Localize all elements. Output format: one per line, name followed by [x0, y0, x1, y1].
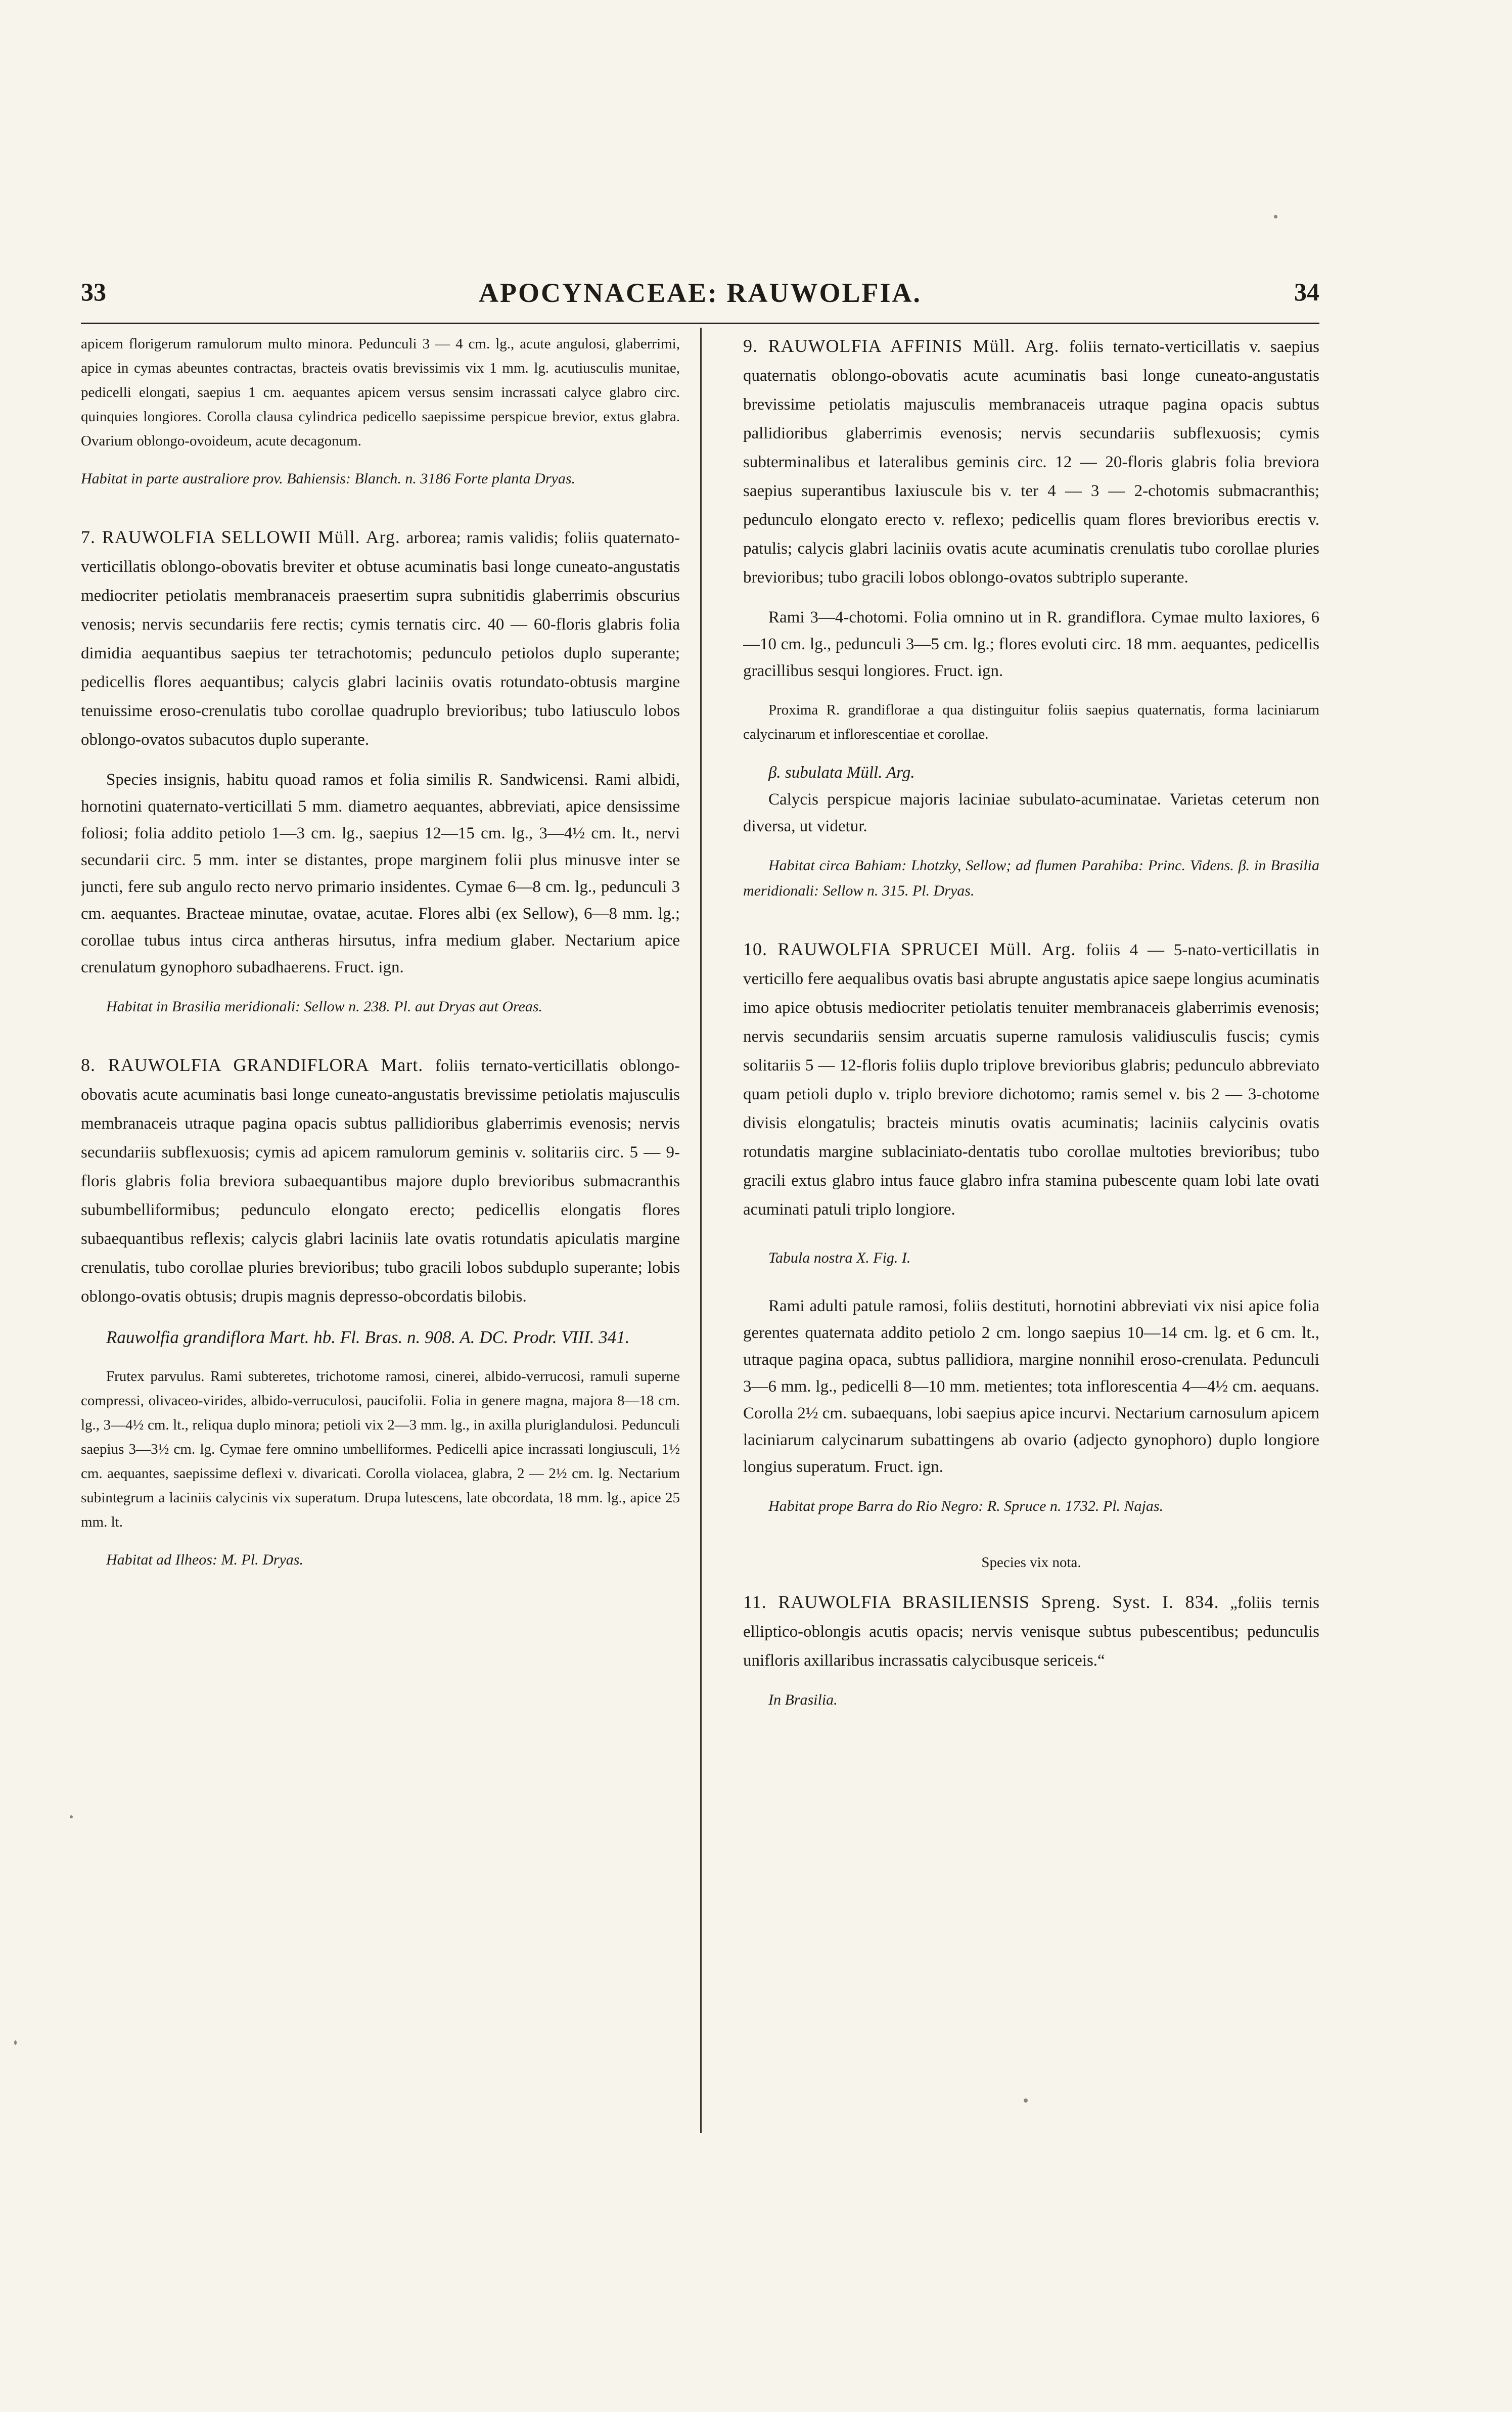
right-column	[743, 332, 1319, 2152]
paper-speck	[14, 2040, 17, 2045]
species-11-entry	[743, 1588, 1319, 1674]
species-dubia-heading: Species vix nota.	[981, 1554, 1081, 1571]
column-divider	[700, 328, 702, 2133]
species-8-synonymy: Rauwolfia grandiflora Mart. hb. Fl. Bras. n. 908. A. DC. Prodr. VIII. 341.	[106, 1327, 630, 1347]
paper-speck	[1274, 215, 1277, 218]
species-9-diagnosis: foliis ternato-verticillatis v. saepius quaternatis oblongo-obovatis acute acuminatis basi longe cuneato-angustatis brevissime petiolatis majusculis membranaceis utraque pagina opacis subtus pallidioribus glaberrimis evenosis; nervis secundariis subflexuosis; cymis subterminalibus et lateralibus geminis circ. 12 — 20-floris glabris folia breviora saepius superantibus laxiuscule bis v. ter 4 — 3 — 2-chotomis submacranthis; pedunculo elongato erecto v. reflexo; pedicellis quam flores brevioribus erectis v. patulis; calycis glabri laciniis ovatis acute acuminatis crenulatis tubo corollae pluries brevioribus; tubo gracili lobos oblongo-ovatos subtriplo superante.	[743, 338, 1319, 587]
continued-description: apicem florigerum ramulorum multo minora. Pedunculi 3 — 4 cm. lg., acute angulosi, glaberrimi, apice in cymas abeuntes contractas, bracteis ovatis brevissimis vix 1 mm. lg. acutiusculis munitae, pedicelli elongati, saepius 1 cm. aequantes apicem versus sensim incrassati calyce glabro circ. quinquies longiores. Corolla clausa cylindrica pedicello saepissime perspicue brevior, extus glabra. Ovarium oblongo-ovoideum, acute decagonum.	[81, 336, 680, 449]
species-8-diagnosis: foliis ternato-verticillatis oblongo-obovatis acute acuminatis basi longe cuneato-angustatis brevissime petiolatis majusculis membranaceis utraque pagina opacis subtus pallidioribus glaberrimis evenosis; nervis secundariis subflexuosis; cymis ad apicem ramulorum geminis v. solitariis circ. 5 — 9-floris glabris folia breviora subaequantibus majore duplo brevioribus submacranthis subumbelliformibus; pedunculo elongato erecto; pedicellis elongatis flores subaequantibus reflexis; calycis glabri laciniis late ovatis rotundatis apiculatis margine crenulatis, tubo corollae pluries brevioribus; tubo gracili lobos subduplo superante; lobis oblongo-ovatis obtusis; drupis magnis depresso-obcordatis bilobis.	[81, 1057, 680, 1306]
species-8-title: 8. RAUWOLFIA GRANDIFLORA Mart.	[81, 1055, 424, 1075]
species-7-observations: Species insignis, habitu quoad ramos et folia similis R. Sandwicensi. Rami albidi, hornotini quaternato-verticillati 5 mm. diametro aequantes, abbreviati, apice densissime foliosi; folia addito petiolo 1—3 cm. lg., saepius 12—15 cm. lg., 3—4½ cm. lt., nervi secundarii circ. 5 mm. inter se distantes, prope marginem folii plus minusve inter se juncti, fere sub angulo recto nervo primario insidentes. Cymae 6—8 cm. lg., pedunculi 3 cm. aequantes. Bracteae minutae, ovatae, acutae. Flores albi (ex Sellow), 6—8 mm. lg.; corollae tubus intus circa antheras hirsutus, infra medium glaber. Nectarium apice crenulatum gynophoro subadhaerens. Fruct. ign.	[81, 771, 680, 976]
species-7-title: 7. RAUWOLFIA SELLOWII Müll. Arg.	[81, 527, 400, 547]
header-rule	[81, 323, 1319, 324]
species-10-entry	[743, 935, 1319, 1223]
species-8-entry	[81, 1051, 680, 1310]
paper-speck	[70, 1815, 73, 1818]
species-7-diagnosis: arborea; ramis validis; foliis quaternato-verticillatis oblongo-obovatis breviter et obtuse acuminatis basi longe cuneato-angustatis mediocriter petiolatis membranaceis praesertim supra subnitidis glaberrimis obscurius venosis; nervis secundariis fere rectis; cymis ternatis circ. 40 — 60-floris glabris folia dimidia aequantibus saepius ter tetrachotomis; pedunculo petiolos duplo superante; pedicellis flores aequantibus; calycis glabri laciniis ovatis rotundato-obtusis margine tenuissime eroso-crenulatis tubo corollae quadruplo brevioribus; tubo latiusculo lobos oblongo-ovatos subacutos duplo superante.	[81, 529, 680, 749]
species-10-title: 10. RAUWOLFIA SPRUCEI Müll. Arg.	[743, 939, 1076, 959]
page-number-left: 33	[81, 278, 106, 306]
species-7-entry	[81, 523, 680, 753]
page-number-right: 34	[1294, 278, 1319, 306]
species-9-variety: β. subulata Müll. Arg.	[768, 764, 915, 782]
species-9-note: Proxima R. grandiflorae a qua distinguitur foliis saepius quaternatis, forma laciniarum calycinarum et inflorescentiae et corollae.	[743, 702, 1319, 742]
species-11-habitat: In Brasilia.	[768, 1691, 838, 1708]
species-11-title: 11. RAUWOLFIA BRASILIENSIS Spreng. Syst. I. 834.	[743, 1592, 1219, 1612]
species-10-habitat: Habitat prope Barra do Rio Negro: R. Spruce n. 1732. Pl. Najas.	[768, 1498, 1164, 1514]
species-7-habitat: Habitat in Brasilia meridionali: Sellow n. 238. Pl. aut Dryas aut Oreas.	[106, 998, 543, 1015]
paper-speck	[1024, 2098, 1028, 2103]
species-9-variety-description: Calycis perspicue majoris laciniae subulato-acuminatae. Varietas ceterum non diversa, ut videtur.	[743, 790, 1319, 835]
species-10-plate-reference: Tabula nostra X. Fig. I.	[768, 1249, 911, 1266]
species-8-observations: Frutex parvulus. Rami subteretes, trichotome ramosi, cinerei, albido-verrucosi, ramuli superne compressi, olivaceo-virides, albido-verruculosi, paucifolii. Folia in genere magna, majora 8—18 cm. lg., 3—4½ cm. lt., reliqua duplo minora; petioli vix 2—3 mm. lg., in axilla pluriglandulosi. Pedunculi saepius 3—3½ cm. lg. Cymae fere omnino umbelliformes. Pedicelli apice incrassati longiusculi, 1½ cm. aequantes, saepissime deflexi v. divaricati. Corolla violacea, glabra, 2 — 2½ cm. lg. Nectarium subintegrum a laciniis calycinis vix superatum. Drupa lutescens, late obcordata, 18 mm. lg., apice 25 mm. lt.	[81, 1368, 680, 1530]
species-11-diagnosis: „foliis ternis elliptico-oblongis acutis opacis; nervis venisque subtus pubescentibus; pedunculis unifloris axillaribus incrassatis calycibusque sericeis.“	[743, 1594, 1319, 1670]
habitat-continued: Habitat in parte australiore prov. Bahiensis: Blanch. n. 3186 Forte planta Dryas.	[81, 470, 575, 487]
species-9-habitat: Habitat circa Bahiam: Lhotzky, Sellow; ad flumen Parahiba: Princ. Videns. β. in Brasilia meridionali: Sellow n. 315. Pl. Dryas.	[743, 857, 1319, 899]
species-9-observations: Rami 3—4-chotomi. Folia omnino ut in R. grandiflora. Cymae multo laxiores, 6—10 cm. lg., pedunculi 3—5 cm. lg.; flores evoluti circ. 18 mm. aequantes, pedicellis gracillibus sesqui longiores. Fruct. ign.	[743, 608, 1319, 680]
species-10-diagnosis: foliis 4 — 5-nato-verticillatis in verticillo fere aequalibus ovatis basi abrupte angustatis apice saepe longius acuminatis imo apice obtusis mediocriter petiolatis tenuiter membranaceis glaberrimis evenosis; nervis secundariis sensim arcuatis superne ramulosis validiusculis fuscis; cymis solitariis 5 — 12-floris foliis duplo triplove brevioribus glabris; pedunculo abbreviato quam petioli duplo v. triplo breviore dichotomo; ramis semel v. bis 2 — 3-chotome divisis elongatulis; bracteis minutis ovatis acuminatis; laciniis calycinis ovatis rotundatis margine sublaciniato-dentatis tubo corollae multoties brevioribus; tubo gracili extus glabro intus fauce glabro infra stamina pubescente quam lobi late ovati acuminati patuli triplo longiore.	[743, 941, 1319, 1219]
species-8-habitat: Habitat ad Ilheos: M. Pl. Dryas.	[106, 1551, 303, 1568]
species-9-title: 9. RAUWOLFIA AFFINIS Müll. Arg.	[743, 336, 1060, 356]
species-9-entry	[743, 332, 1319, 591]
left-column	[81, 332, 680, 2152]
species-10-observations: Rami adulti patule ramosi, foliis destituti, hornotini abbreviati vix nisi apice folia gerentes quaternata addito petiolo 2 cm. longo saepius 10—14 cm. lg. et 6 cm. lt., utraque pagina opaca, subtus pallidiora, margine nonnihil eroso-crenulata. Pedunculi 3—6 mm. lg., pedicelli 8—10 mm. metientes; tota inflorescentia 4—4½ cm. aequans. Corolla 2½ cm. subaequans, lobi saepius apice incurvi. Nectarium carnosulum apicem laciniarum calycinarum subattingens ab ovario (adjecto gynophoro) duplo longiore longius superatum. Fruct. ign.	[743, 1297, 1319, 1476]
page-header	[81, 277, 1319, 318]
running-title: APOCYNACEAE: RAUWOLFIA.	[479, 278, 922, 308]
